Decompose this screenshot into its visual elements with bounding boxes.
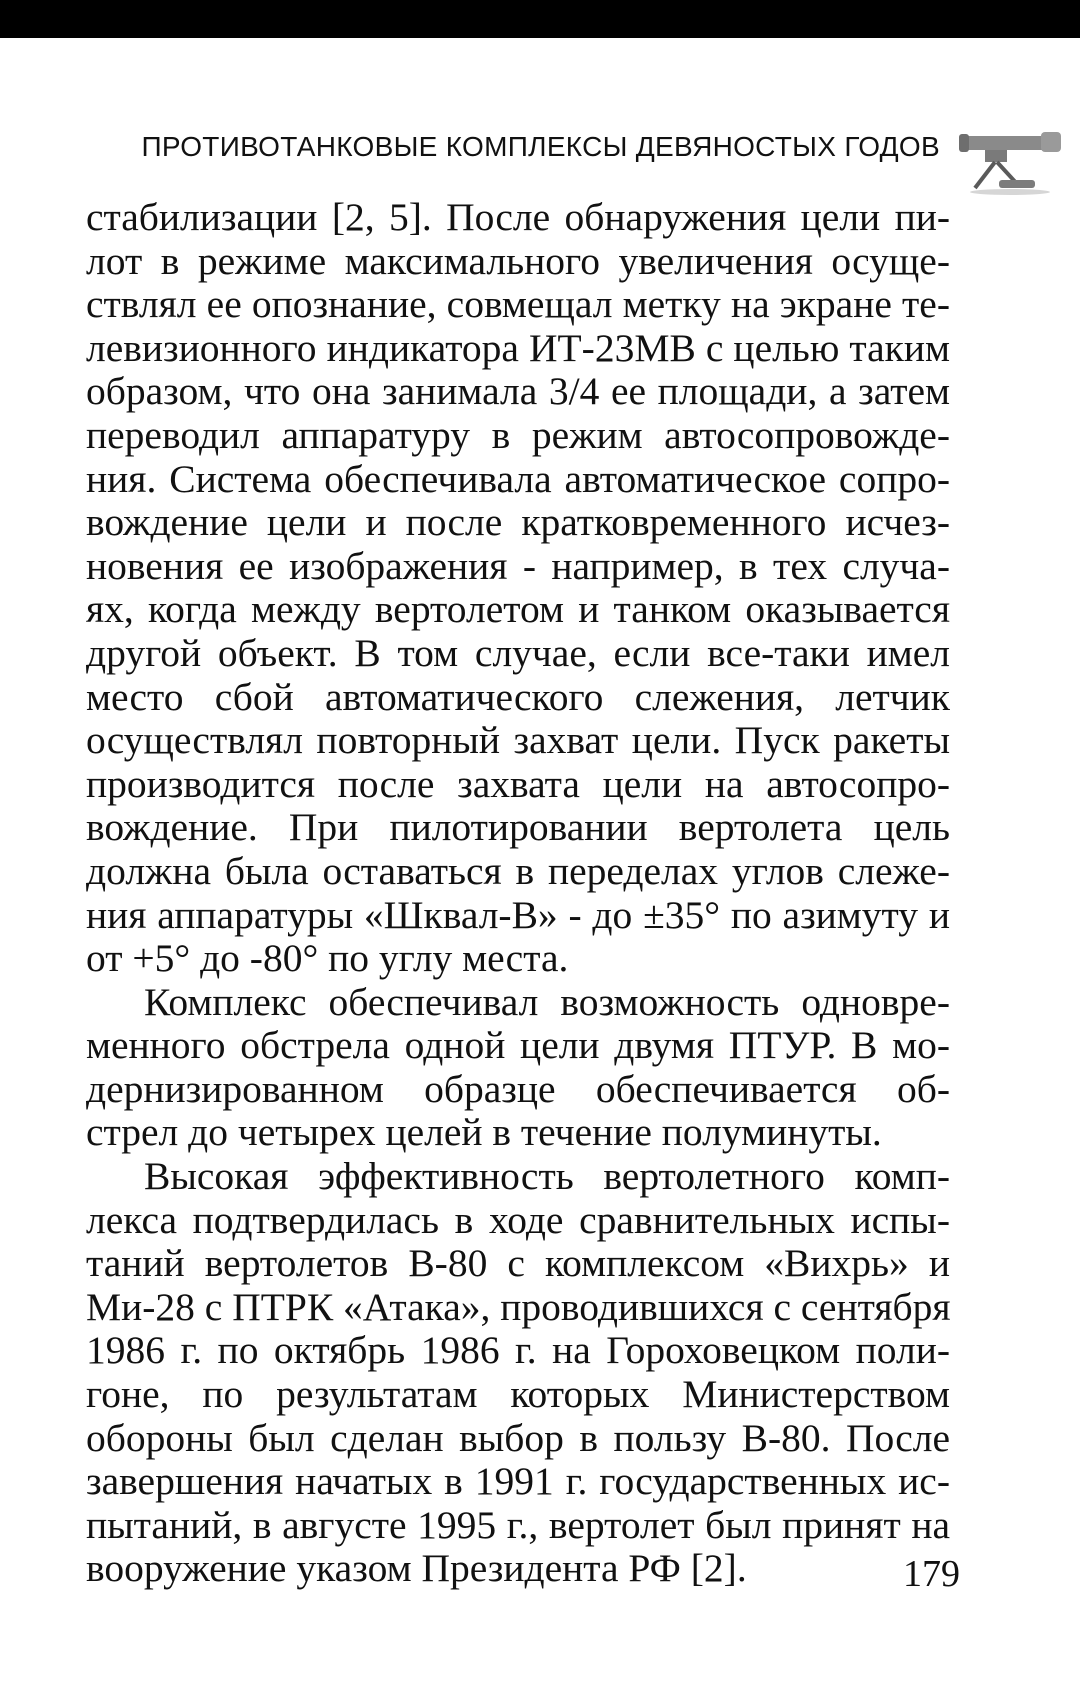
text-line: другой объект. В том случае, если все-таки имел — [86, 630, 950, 675]
text-line: обороны был сделан выбор в пользу В-80. После — [86, 1415, 950, 1460]
text-line: ях, когда между вертолетом и танком оказывается — [86, 587, 950, 632]
text-line: пытаний, в августе 1995 г., вертолет был принят на — [86, 1502, 950, 1547]
text-line: вождение цели и после кратковременного исчез- — [86, 500, 950, 545]
text-line: образом, что она занимала 3/4 ее площади, а затем — [86, 369, 950, 414]
text-line: вождение. При пилотировании вертолета цель — [86, 805, 950, 850]
text-line: Ми-28 с ПТРК «Атака», проводившихся с сентября — [86, 1284, 951, 1329]
paragraph-2 — [86, 981, 950, 1155]
text-line: Высокая эффективность вертолетного комп- — [144, 1154, 950, 1199]
text-line: ния аппаратуры «Шквал-В» - до ±35° по азимуту и — [86, 892, 950, 937]
text-line: Комплекс обеспечивал возможность одновре- — [144, 979, 950, 1024]
text-line: переводил аппаратуру в режим автосопровожде- — [86, 412, 950, 457]
text-line: осуществлял повторный захват цели. Пуск ракеты — [86, 718, 950, 763]
text-line: таний вертолетов В-80 с комплексом «Вихрь» и — [86, 1241, 950, 1286]
text-line: от +5° до -80° по углу места. — [86, 936, 569, 981]
text-line: ствлял ее опознание, совмещал метку на экране те- — [86, 282, 950, 327]
atgm-launcher-icon — [955, 114, 1065, 196]
text-line: стабилизации [2, 5]. После обнаружения цели пи- — [86, 195, 950, 239]
page-number: 179 — [903, 1553, 960, 1595]
text-line: лекса подтвердилась в ходе сравнительных испы- — [86, 1197, 950, 1242]
text-line: левизионного индикатора ИТ-23МВ с целью таким — [86, 325, 950, 370]
text-line: стрел до четырех целей в течение полуминуты. — [86, 1110, 882, 1155]
text-line: 1986 г. по октябрь 1986 г. на Гороховецком поли- — [86, 1328, 950, 1373]
text-line: вооружение указом Президента РФ [2]. — [86, 1546, 747, 1591]
text-line: завершения начатых в 1991 г. государственных ис- — [86, 1459, 950, 1504]
text-line: лот в режиме максимального увеличения осуще- — [86, 238, 950, 283]
text-line: место сбой автоматического слежения, летчик — [86, 674, 950, 719]
running-head: ПРОТИВОТАНКОВЫЕ КОМПЛЕКСЫ ДЕВЯНОСТЫХ ГОДОВ — [141, 131, 940, 162]
book-page — [0, 38, 1080, 1689]
text-line: дернизированном образце обеспечивается об- — [86, 1066, 950, 1111]
text-line: менного обстрела одной цели двумя ПТУР. В мо- — [86, 1023, 950, 1068]
paragraph-1 — [86, 196, 950, 981]
text-line: новения ее изображения - например, в тех случа- — [86, 543, 950, 588]
text-line: должна была оставаться в переделах углов слеже- — [86, 848, 950, 893]
text-line: гоне, по результатам которых Министерством — [86, 1372, 950, 1417]
body-text — [86, 196, 950, 1591]
paragraph-3 — [86, 1155, 950, 1591]
text-line: ния. Система обеспечивала автоматическое сопро- — [86, 456, 950, 501]
text-line: производится после захвата цели на автосопро- — [86, 761, 950, 806]
